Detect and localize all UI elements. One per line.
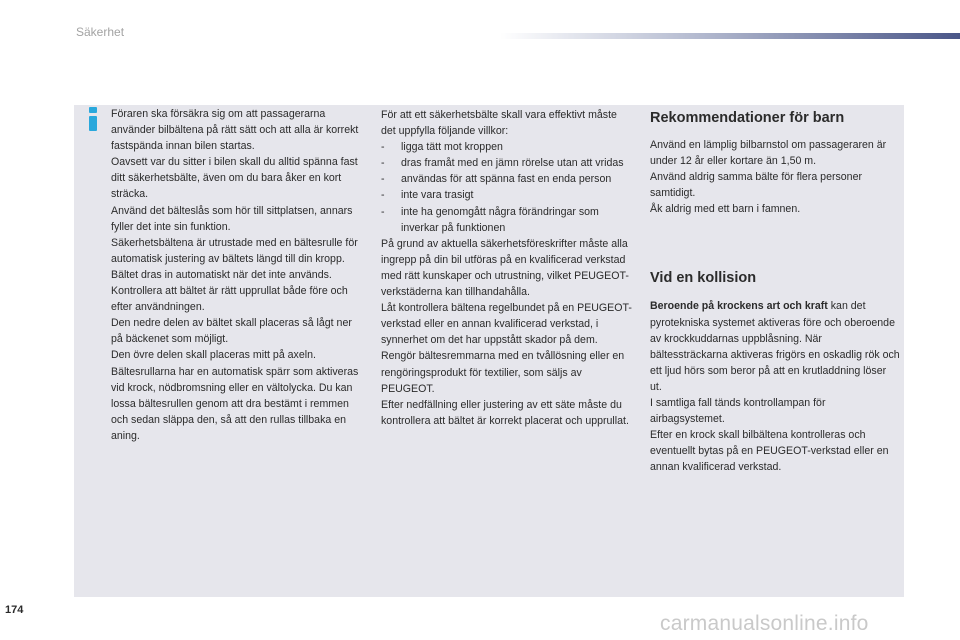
column-children-collision [650,106,900,476]
list-item: - inte vara trasigt [381,187,633,203]
paragraph: Efter en krock skall bilbältena kontrolleras och eventuellt bytas på en PEUGEOT-verkstad eller en annan kvalificerad verkstad. [650,429,889,474]
section-title: Säkerhet [76,25,125,39]
collision-paragraph [650,298,900,395]
list-item: - dras framåt med en jämn rörelse utan att vridas [381,155,633,171]
column-seatbelt-conditions [381,107,633,429]
paragraph: Den nedre delen av bältet skall placeras så lågt ner på bäckenet som möjligt. [111,317,352,346]
conditions-intro: För att ett säkerhetsbälte skall vara effektivt måste det uppfylla följande villkor: [381,109,617,138]
collision-lead: Beroende på krockens art och kraft [650,300,828,313]
paragraph: Använd aldrig samma bälte för flera personer samtidigt. [650,171,862,200]
paragraph: Kontrollera att bältet är rätt upprullat både före och efter användningen. [111,285,348,314]
info-icon-dot [89,107,97,113]
list-item: - användas för att spänna fast en enda person [381,171,633,187]
paragraph: Åk aldrig med ett barn i famnen. [650,203,801,216]
paragraph: Bältesrullarna har en automatisk spärr som aktiveras vid krock, nödbromsning eller en vältolycka. Du kan lossa bältesrullen genom att dra bestämt i remmen och sedan släppa den, så att den rullas tillbaka en aning. [111,365,359,442]
info-icon-stem [89,116,97,131]
list-item: - inte ha genomgått några förändringar som inverkar på funktionen [381,204,633,236]
paragraph: Använd det bälteslås som hör till sittplatsen, annars fyller det inte sin funktion. [111,204,353,233]
paragraph: På grund av aktuella säkerhetsföreskrifter måste alla ingrepp på din bil utföras på en kvalificerad verkstad med rätt kunskaper och utrustning, vilket PEUGEOT-verkstäderna kan tillhandahålla. [381,237,629,299]
page-number: 174 [5,604,24,616]
column-seatbelt-advice [111,106,361,444]
paragraph: Föraren ska försäkra sig om att passagerarna använder bilbältena på rätt sätt och att alla är korrekt fastspända innan bilen startas. [111,108,359,153]
children-heading: Rekommendationer för barn [650,110,845,126]
paragraph: Rengör bältesremmarna med en tvållösning eller en rengöringsprodukt för textilier, som säljs av PEUGEOT. [381,350,625,395]
paragraph: Efter nedfällning eller justering av ett säte måste du kontrollera att bältet är korrekt placerat och upprullat. [381,398,629,427]
collision-heading: Vid en kollision [650,270,757,287]
paragraph: Använd en lämplig bilbarnstol om passageraren är under 12 år eller kortare än 1,50 m. [650,139,887,168]
list-item: - ligga tätt mot kroppen [381,139,633,155]
paragraph: Låt kontrollera bältena regelbundet på en PEUGEOT-verkstad eller en annan kvalificerad verkstad, i synnerhet om det har uppstått skador på dem. [381,302,632,347]
watermark: carmanualsonline.info [660,612,869,635]
conditions-list [381,139,633,236]
paragraph: Den övre delen skall placeras mitt på axeln. [111,349,316,362]
paragraph: Oavsett var du sitter i bilen skall du alltid spänna fast ditt säkerhetsbälte, även om du bara åker en kort sträcka. [111,156,358,201]
paragraph: Säkerhetsbältena är utrustade med en bältesrulle för automatisk justering av bältets längd till din kropp. Bältet dras in automatiskt när det inte används. [111,236,358,281]
header-gradient-bar [500,33,960,39]
paragraph: I samtliga fall tänds kontrollampan för airbagsystemet. [650,397,826,426]
collision-lead-rest: kan det pyrotekniska systemet aktiveras före och oberoende av krockkuddarnas uppblåsning. När bältessträckarna aktiveras frigörs en oskadlig rök och ett ljud hörs som beror på att en krutladdning löser ut. [650,300,900,393]
info-icon [84,107,102,131]
